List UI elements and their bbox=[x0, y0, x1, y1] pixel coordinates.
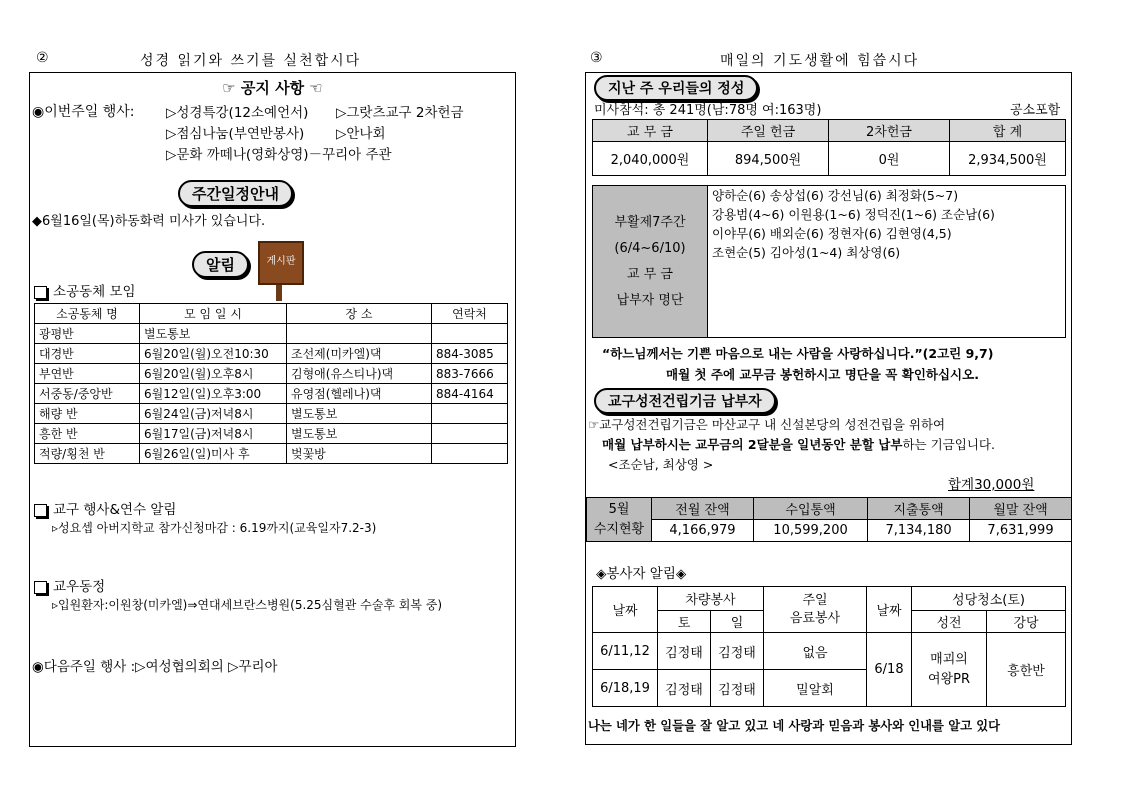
community-cell: 별도통보 bbox=[287, 404, 432, 424]
offering-value-row bbox=[593, 142, 1066, 176]
vol-cell-hall: 흥한반 bbox=[987, 633, 1066, 707]
vol-header-drink bbox=[764, 587, 867, 633]
community-header-cell: 연락처 bbox=[432, 304, 508, 324]
community-row bbox=[35, 444, 508, 464]
community-cell bbox=[432, 324, 508, 344]
vol-row bbox=[593, 633, 1066, 670]
community-header-cell: 장 소 bbox=[287, 304, 432, 324]
vol-cell-date: 6/18,19 bbox=[593, 670, 658, 707]
offering-header-cell: 합 계 bbox=[950, 120, 1066, 142]
attendance-note: 공소포함 bbox=[1010, 103, 1061, 118]
donor-label-cell bbox=[593, 186, 708, 338]
vol-header-sun: 일 bbox=[711, 611, 764, 633]
this-week-item-5: ▷문화 까떼나(영화상영)－꾸리아 주관 bbox=[166, 147, 392, 163]
community-cell: 6월26일(일)미사 후 bbox=[140, 444, 287, 464]
offering-header-row bbox=[593, 120, 1066, 142]
this-week-label: ◉이번주일 행사: bbox=[32, 104, 135, 120]
offering-value-cell: 2,934,500원 bbox=[950, 142, 1066, 176]
finance-value-cell: 10,599,200 bbox=[753, 520, 867, 542]
this-week-item-2: ▷그랏츠교구 2차헌금 bbox=[336, 105, 464, 121]
notice-board-sign: 게시판 bbox=[266, 256, 296, 267]
community-cell: 부연반 bbox=[35, 364, 140, 384]
right-page-header: 매일의 기도생활에 힘씁시다 bbox=[720, 53, 920, 69]
community-title: 소공동체 모임 bbox=[53, 284, 136, 300]
community-cell: 6월24일(금)저녁8시 bbox=[140, 404, 287, 424]
left-page-number: ② bbox=[36, 50, 49, 66]
this-week-item-4: ▷안나회 bbox=[336, 126, 386, 142]
community-header-cell: 소공동체 명 bbox=[35, 304, 140, 324]
offering-table bbox=[592, 119, 1066, 176]
finance-header-cell: 수입통액 bbox=[753, 498, 867, 520]
community-cell: 6월20일(월)오후8시 bbox=[140, 364, 287, 384]
notice-title: ☞ 공지 사항 ☜ bbox=[222, 79, 323, 97]
community-cell: 광평반 bbox=[35, 324, 140, 344]
community-row bbox=[35, 364, 508, 384]
checkbox-square-icon bbox=[34, 581, 47, 594]
community-cell bbox=[287, 324, 432, 344]
community-row bbox=[35, 424, 508, 444]
vol-cell-sanctuary-line2: 여왕PR bbox=[928, 671, 970, 687]
finance-header-cell: 지출통액 bbox=[868, 498, 970, 520]
community-cell: 대경반 bbox=[35, 344, 140, 364]
community-cell: 6월20일(월)오전10:30 bbox=[140, 344, 287, 364]
community-title-row bbox=[34, 280, 136, 300]
vol-cell-clean-date: 6/18 bbox=[867, 633, 912, 707]
fund-total: 합계30,000원 bbox=[948, 477, 1035, 493]
offering-header-cell: 주일 헌금 bbox=[708, 120, 829, 142]
vol-header-date2: 날짜 bbox=[867, 587, 912, 633]
offering-quote: “하느님께서는 기쁜 마음으로 내는 사람을 사랑하십니다.”(2고린 9,7) bbox=[602, 346, 994, 361]
community-cell: 벚꽃방 bbox=[287, 444, 432, 464]
vol-cell-sat: 김정태 bbox=[658, 670, 711, 707]
parish-title: 교구 행사&연수 알림 bbox=[53, 502, 177, 518]
community-cell bbox=[432, 404, 508, 424]
fund-title: 교구성전건립기금 납부자 bbox=[594, 388, 776, 414]
friends-title: 교우동정 bbox=[53, 579, 106, 595]
community-cell: 6월17일(금)저녁8시 bbox=[140, 424, 287, 444]
offering-title: 지난 주 우리들의 정성 bbox=[594, 75, 758, 101]
fund-line-2 bbox=[602, 435, 995, 453]
next-week-events: ◉다음주일 행사 :▷여성협의회의 ▷꾸리아 bbox=[32, 659, 278, 675]
community-cell: 서중동/중앙반 bbox=[35, 384, 140, 404]
vol-header-date: 날짜 bbox=[593, 587, 658, 633]
this-week-item-1: ▷성경특강(12소예언서) bbox=[166, 105, 309, 121]
finance-value-row bbox=[587, 520, 1072, 542]
weekly-schedule-title: 주간일정안내 bbox=[178, 180, 293, 207]
vol-cell-sun: 김정태 bbox=[711, 633, 764, 670]
vol-header-drink-line2: 음료봉사 bbox=[789, 610, 841, 626]
community-cell: 유영점(헬레나)댁 bbox=[287, 384, 432, 404]
community-cell: 884-3085 bbox=[432, 344, 508, 364]
community-table bbox=[34, 303, 508, 464]
community-cell: 조선제(미카엘)댁 bbox=[287, 344, 432, 364]
community-cell: 적량/횡천 반 bbox=[35, 444, 140, 464]
community-cell bbox=[432, 444, 508, 464]
finance-label-text: 수지현황 bbox=[593, 521, 645, 537]
offering-header-cell: 2차헌금 bbox=[829, 120, 950, 142]
left-panel bbox=[29, 72, 516, 747]
community-cell: 883-7666 bbox=[432, 364, 508, 384]
offering-value-cell: 894,500원 bbox=[708, 142, 829, 176]
donor-names-cell bbox=[708, 186, 1066, 338]
donor-line: 강용범(4~6) 이원용(1~6) 정덕진(1~6) 조순남(6) bbox=[712, 207, 995, 222]
friends-title-row bbox=[34, 575, 105, 595]
community-row bbox=[35, 404, 508, 424]
attendance-text: 미사참석: 총 241명(남:78명 여:163명) bbox=[594, 103, 822, 118]
vol-header-sanctuary: 성전 bbox=[912, 611, 987, 633]
community-cell: 6월12일(일)오후3:00 bbox=[140, 384, 287, 404]
finance-header-cell: 전월 잔액 bbox=[652, 498, 754, 520]
fund-names: <조순남, 최상영 > bbox=[608, 457, 714, 472]
community-cell bbox=[432, 424, 508, 444]
community-cell: 884-4164 bbox=[432, 384, 508, 404]
offering-value-cell: 2,040,000원 bbox=[593, 142, 708, 176]
offering-value-cell: 0원 bbox=[829, 142, 950, 176]
vol-cell-drink: 없음 bbox=[764, 633, 867, 670]
finance-header-cell: 월말 잔액 bbox=[970, 498, 1072, 520]
offering-quote-sub: 매월 첫 주에 교무금 봉헌하시고 명단을 꼭 확인하십시오. bbox=[666, 367, 979, 382]
community-cell: 김형애(유스티나)댁 bbox=[287, 364, 432, 384]
community-cell: 해량 반 bbox=[35, 404, 140, 424]
footer-quote: 나는 네가 한 일들을 잘 알고 있고 네 사랑과 믿음과 봉사와 인내를 알고 있다 bbox=[588, 719, 1001, 733]
vol-header-drink-line1: 주일 bbox=[802, 592, 828, 608]
community-header-row bbox=[35, 304, 508, 324]
donor-label-line: (6/4~6/10) bbox=[614, 240, 686, 256]
fund-line-2-rest: 하는 기금입니다. bbox=[902, 437, 995, 452]
community-row bbox=[35, 344, 508, 364]
this-week-item-3: ▷점심나눔(부연반봉사) bbox=[166, 126, 305, 142]
community-cell: 별도통보 bbox=[140, 324, 287, 344]
donor-label-line: 교 무 금 bbox=[627, 266, 673, 282]
vol-cell-drink: 밀알회 bbox=[764, 670, 867, 707]
offering-header-cell: 교 무 금 bbox=[593, 120, 708, 142]
volunteer-table bbox=[592, 586, 1066, 707]
finance-value-cell: 7,134,180 bbox=[868, 520, 970, 542]
donor-label-line: 부활제7주간 bbox=[614, 214, 686, 230]
community-row bbox=[35, 384, 508, 404]
vol-cell-date: 6/11,12 bbox=[593, 633, 658, 670]
donor-line: 조현순(5) 김아성(1~4) 최상영(6) bbox=[712, 245, 901, 260]
checkbox-square-icon bbox=[34, 504, 47, 517]
finance-value-cell: 7,631,999 bbox=[970, 520, 1072, 542]
right-panel bbox=[585, 72, 1072, 745]
community-cell: 별도통보 bbox=[287, 424, 432, 444]
alarm-title: 알림 bbox=[192, 251, 249, 278]
fund-line-2-bold: 매월 납부하시는 교무금의 2달분을 일년동안 분할 납부 bbox=[602, 437, 903, 452]
notice-board-icon bbox=[258, 241, 304, 301]
finance-value-cell: 4,166,979 bbox=[652, 520, 754, 542]
parish-title-row bbox=[34, 498, 176, 518]
right-page-number: ③ bbox=[590, 50, 603, 66]
donor-label-line: 납부자 명단 bbox=[616, 292, 684, 308]
vol-header-clean: 성당청소(토) bbox=[912, 587, 1066, 611]
vol-cell-sat: 김정태 bbox=[658, 633, 711, 670]
community-header-cell: 모 임 일 시 bbox=[140, 304, 287, 324]
donor-line: 양하순(6) 송상섭(6) 강선님(6) 최정화(5~7) bbox=[712, 188, 959, 203]
fund-line-1: ☞교구성전건립기금은 마산교구 내 신설본당의 성전건립을 위하여 bbox=[588, 417, 946, 432]
parish-item: ▹성요셉 아버지학교 참가신청마감 : 6.19까지(교육일자7.2-3) bbox=[52, 521, 377, 535]
vol-header-car: 차량봉사 bbox=[658, 587, 764, 611]
donor-table bbox=[592, 185, 1066, 338]
finance-table bbox=[586, 497, 1072, 542]
donor-line: 이야무(6) 배외순(6) 정현자(6) 김현영(4,5) bbox=[712, 226, 952, 241]
finance-label-cell bbox=[587, 498, 652, 542]
vol-header-hall: 강당 bbox=[987, 611, 1066, 633]
finance-header-row bbox=[587, 498, 1072, 520]
community-cell: 흥한 반 bbox=[35, 424, 140, 444]
vol-cell-sanctuary bbox=[912, 633, 987, 707]
vol-cell-sun: 김정태 bbox=[711, 670, 764, 707]
vol-cell-sanctuary-line1: 매괴의 bbox=[930, 651, 968, 667]
volunteer-title: ◈봉사자 알림◈ bbox=[596, 566, 687, 582]
community-row bbox=[35, 324, 508, 344]
finance-label-month: 5월 bbox=[608, 501, 630, 517]
vol-header-sat: 토 bbox=[658, 611, 711, 633]
left-page-header: 성경 읽기와 쓰기를 실천합시다 bbox=[140, 53, 362, 69]
friends-item: ▹입원환자:이원창(미카엘)⇒연대세브란스병원(5.25심혈관 수술후 회복 중) bbox=[52, 598, 442, 612]
checkbox-square-icon bbox=[34, 286, 47, 299]
weekly-schedule-item: ◆6월16일(목)하동화력 미사가 있습니다. bbox=[32, 214, 266, 229]
